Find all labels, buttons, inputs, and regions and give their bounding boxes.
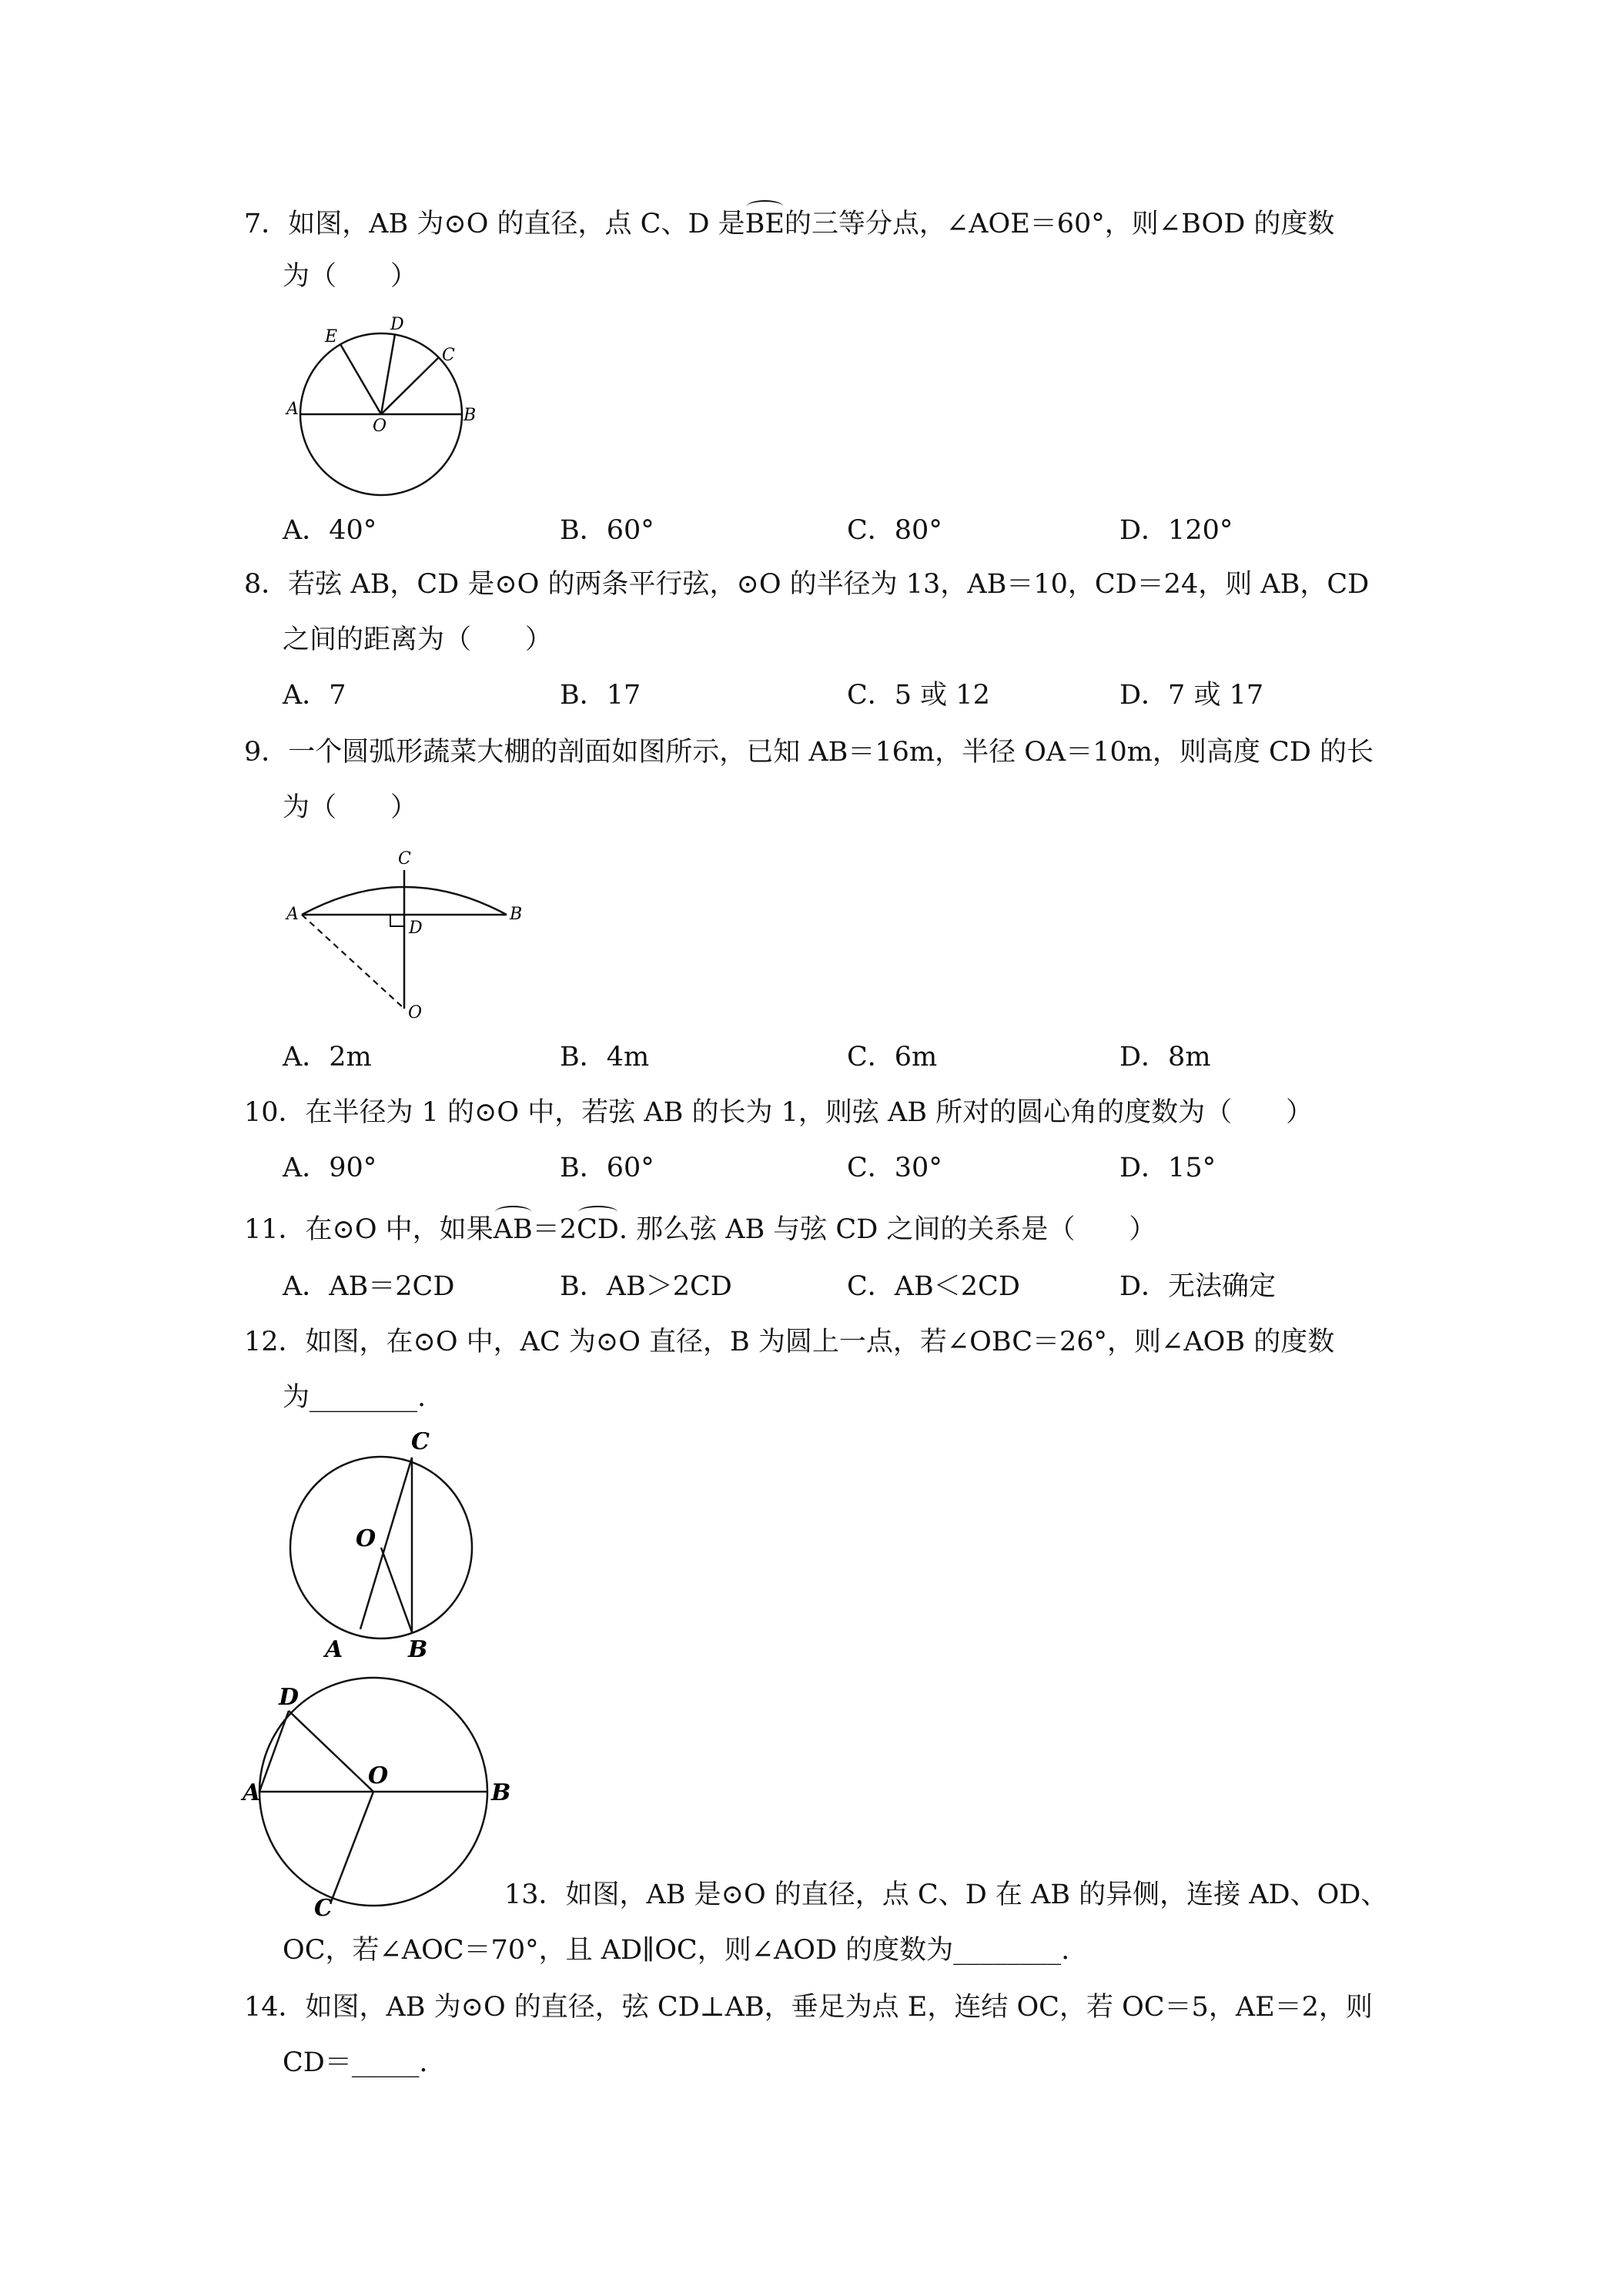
q14-line-2: CD＝_____. xyxy=(283,2047,428,2078)
q11-text-post: . 那么弦 AB 与弦 CD 之间的关系是（ ） xyxy=(618,1214,1156,1245)
q12-line-1: 12．如图，在⊙O 中，AC 为⊙O 直径，B 为圆上一点，若∠OBC＝26°，则∠AOB 的度数 xyxy=(244,1327,1335,1357)
q11-option-b[interactable]: B．AB＞2CD xyxy=(560,1271,732,1302)
q10-option-b[interactable]: B．60° xyxy=(560,1153,654,1183)
q7-label-c: C xyxy=(442,346,455,365)
q9-option-b[interactable]: B．4m xyxy=(560,1042,650,1073)
q12-label-a: A xyxy=(325,1636,343,1663)
q13-label-d: D xyxy=(279,1684,300,1711)
q7-text-post: 的三等分点，∠AOE＝60°，则∠BOD 的度数 xyxy=(784,209,1335,239)
q9-label-a: A xyxy=(286,905,299,924)
q12-label-c: C xyxy=(411,1432,430,1455)
q13-line-2: OC，若∠AOC＝70°，且 AD∥OC，则∠AOD 的度数为________. xyxy=(283,1935,1070,1966)
q9-line-1: 9．一个圆弧形蔬菜大棚的剖面如图所示，已知 AB＝16m，半径 OA＝10m，则高度 CD 的长 xyxy=(244,737,1374,768)
q7-label-o: O xyxy=(373,417,387,436)
q7-label-b: B xyxy=(463,406,477,425)
q9-figure xyxy=(285,847,531,1024)
q11-text-mid: ＝2 xyxy=(532,1214,577,1245)
q9-line-2: 为（ ） xyxy=(283,792,418,823)
q12-label-o: O xyxy=(356,1525,376,1552)
q14-line-1: 14．如图，AB 为⊙O 的直径，弦 CD⊥AB，垂足为点 E，连结 OC，若 OC＝5，AE＝2，则 xyxy=(244,1992,1373,2023)
q11-arc-cd: CD xyxy=(576,1214,619,1245)
q8-option-a[interactable]: A．7 xyxy=(283,680,346,711)
q13-label-a: A xyxy=(243,1779,261,1806)
q12-line-2: 为________. xyxy=(283,1382,427,1413)
q8-option-c[interactable]: C．5 或 12 xyxy=(847,680,990,711)
q8-line-2: 之间的距离为（ ） xyxy=(283,624,553,655)
q9-label-o: O xyxy=(408,1003,423,1022)
q7-arc-be: BE xyxy=(745,209,785,239)
q7-option-c[interactable]: C．80° xyxy=(847,515,942,546)
q11-text-pre: 11．在⊙O 中，如果 xyxy=(244,1214,494,1245)
q7-text-pre: 7．如图，AB 为⊙O 的直径，点 C、D 是 xyxy=(244,209,745,239)
q9-option-a[interactable]: A．2m xyxy=(283,1042,372,1073)
q7-label-e: E xyxy=(325,327,338,346)
q7-line-2: 为（ ） xyxy=(283,261,418,292)
q7-figure xyxy=(285,308,477,500)
q7-label-d: D xyxy=(390,315,404,334)
q13-figure xyxy=(239,1671,524,1917)
q7-label-a: A xyxy=(286,400,299,419)
q13-label-b: B xyxy=(491,1779,511,1806)
q11-option-a[interactable]: A．AB＝2CD xyxy=(283,1271,455,1302)
q10-option-a[interactable]: A．90° xyxy=(283,1153,377,1183)
q9-label-b: B xyxy=(510,905,523,924)
q11-option-d[interactable]: D．无法确定 xyxy=(1119,1271,1277,1302)
q11-arc-ab: AB xyxy=(493,1214,533,1245)
q7-option-b[interactable]: B．60° xyxy=(560,515,654,546)
q9-option-d[interactable]: D．8m xyxy=(1119,1042,1211,1073)
q13-label-o: O xyxy=(368,1762,389,1789)
q11-line-1 xyxy=(244,1213,1156,1246)
q8-line-1: 8．若弦 AB，CD 是⊙O 的两条平行弦，⊙O 的半径为 13，AB＝10，CD＝24，则 AB，CD xyxy=(244,569,1370,600)
q8-option-d[interactable]: D．7 或 17 xyxy=(1119,680,1264,711)
q7-option-d[interactable]: D．120° xyxy=(1119,515,1233,546)
q13-line-1: 13．如图，AB 是⊙O 的直径，点 C、D 在 AB 的异侧，连接 AD、OD、 xyxy=(504,1879,1388,1910)
q9-label-d: D xyxy=(409,919,423,938)
q8-option-b[interactable]: B．17 xyxy=(560,680,641,711)
q10-line-1: 10．在半径为 1 的⊙O 中，若弦 AB 的长为 1，则弦 AB 所对的圆心角的度数为（ ） xyxy=(244,1097,1313,1128)
q7-option-a[interactable]: A．40° xyxy=(283,515,377,546)
q12-figure xyxy=(285,1432,485,1663)
q13-label-c: C xyxy=(314,1895,333,1917)
q11-option-c[interactable]: C．AB＜2CD xyxy=(847,1271,1020,1302)
q10-option-c[interactable]: C．30° xyxy=(847,1153,942,1183)
q9-label-c: C xyxy=(398,849,411,869)
q9-option-c[interactable]: C．6m xyxy=(847,1042,938,1073)
q7-line-1 xyxy=(244,208,1334,240)
q10-option-d[interactable]: D．15° xyxy=(1119,1153,1216,1183)
q12-label-b: B xyxy=(408,1636,428,1663)
